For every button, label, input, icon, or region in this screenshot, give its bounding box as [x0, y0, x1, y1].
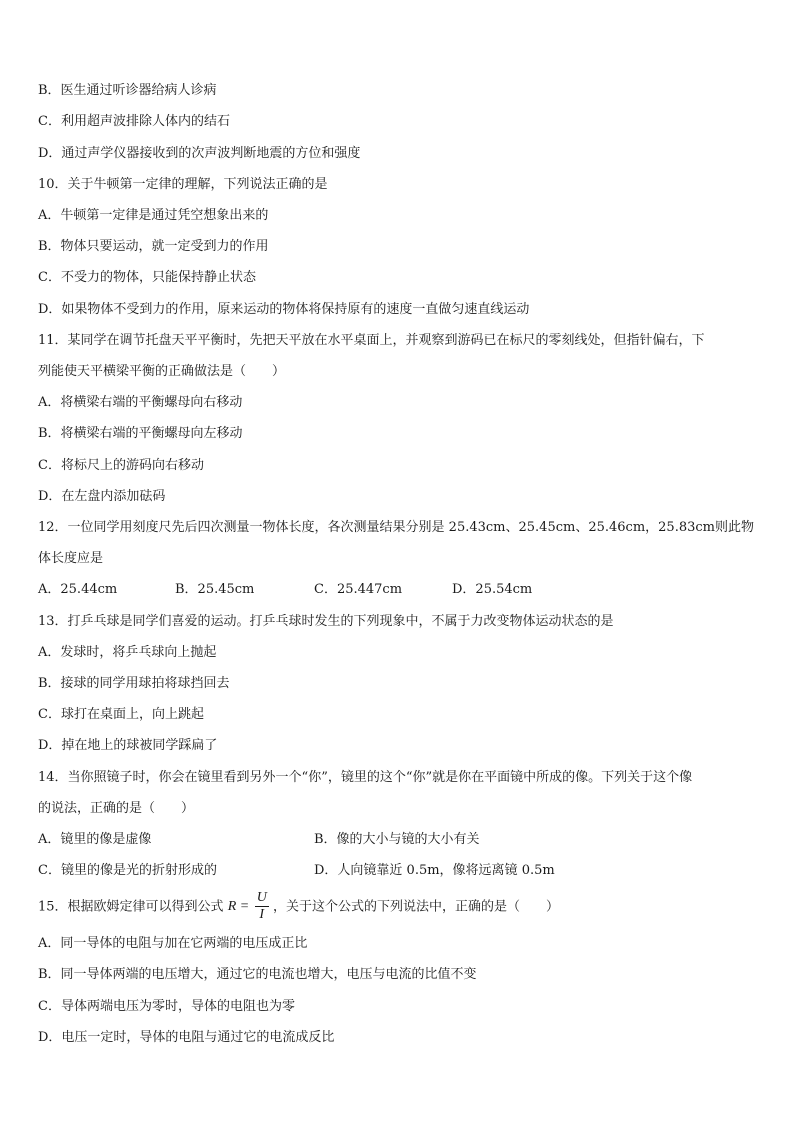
q12-stem-line2: 体长度应是 — [38, 551, 104, 566]
formula-denominator: I — [259, 907, 265, 923]
q13-option-c: C．球打在桌面上，向上跳起 — [38, 707, 204, 722]
q11-option-d: D．在左盘内添加砝码 — [38, 489, 166, 504]
q9-option-b: B．医生通过听诊器给病人诊病 — [38, 83, 217, 98]
q12-option-a: A．25.44cm — [38, 582, 118, 597]
q13-option-a: A．发球时，将乒乓球向上抛起 — [38, 645, 217, 660]
q13-option-b: B．接球的同学用球拍将球挡回去 — [38, 676, 230, 691]
q14-option-c: C．镜里的像是光的折射形成的 — [38, 863, 217, 878]
formula-numerator: U — [256, 890, 267, 906]
q9-option-d: D．通过声学仪器接收到的次声波判断地震的方位和强度 — [38, 146, 361, 161]
q13-option-d: D．掉在地上的球被同学踩扁了 — [38, 738, 218, 753]
q15-option-b: B．同一导体两端的电压增大，通过它的电流也增大，电压与电流的比值不变 — [38, 967, 477, 982]
q9-option-c: C．利用超声波排除人体内的结石 — [38, 114, 230, 129]
q10-option-d: D．如果物体不受到力的作用，原来运动的物体将保持原有的速度一直做匀速直线运动 — [38, 302, 530, 317]
q12-option-c: C．25.447cm — [314, 582, 403, 597]
q13-stem: 13．打乒乓球是同学们喜爱的运动。打乒乓球时发生的下列现象中，不属于力改变物体运动状态的是 — [38, 614, 614, 629]
ohm-formula — [228, 888, 269, 926]
q11-option-c: C．将标尺上的游码向右移动 — [38, 458, 204, 473]
q14-option-a: A．镜里的像是虚像 — [38, 832, 152, 847]
q15-option-c: C．导体两端电压为零时，导体的电阻也为零 — [38, 999, 295, 1014]
q15-option-d: D．电压一定时，导体的电阻与通过它的电流成反比 — [38, 1030, 335, 1045]
q14-option-b: B．像的大小与镜的大小有关 — [314, 832, 480, 847]
q11-option-a: A．将横梁右端的平衡螺母向右移动 — [38, 395, 243, 410]
q10-option-a: A．牛顿第一定律是通过凭空想象出来的 — [38, 208, 269, 223]
q10-stem: 10．关于牛顿第一定律的理解，下列说法正确的是 — [38, 177, 328, 192]
q11-stem-line1: 11．某同学在调节托盘天平平衡时，先把天平放在水平桌面上，并观察到游码已在标尺的零刻线处，但指针偏右，下 — [38, 333, 705, 348]
formula-lhs: R = — [227, 899, 250, 914]
q15-stem-suffix: ，关于这个公式的下列说法中，正确的是（ ） — [272, 899, 559, 915]
q14-stem-line2: 的说法，正确的是（ ） — [38, 801, 195, 816]
q15-stem-prefix: 15．根据欧姆定律可以得到公式 — [38, 899, 224, 915]
q11-stem-line2: 列能使天平横梁平衡的正确做法是（ ） — [38, 364, 286, 379]
q12-option-d: D．25.54cm — [452, 582, 533, 597]
q15-option-a: A．同一导体的电阻与加在它两端的电压成正比 — [38, 936, 308, 951]
q14-option-d: D．人向镜靠近 0.5m，像将远离镜 0.5m — [314, 863, 555, 878]
q10-option-b: B．物体只要运动，就一定受到力的作用 — [38, 239, 269, 254]
formula-fraction — [255, 890, 269, 923]
q10-option-c: C．不受力的物体，只能保持静止状态 — [38, 270, 256, 285]
q12-stem-line1: 12．一位同学用刻度尺先后四次测量一物体长度，各次测量结果分别是 25.43cm、25.45cm、25.46cm，25.83cm则此物 — [38, 520, 754, 535]
q11-option-b: B．将横梁右端的平衡螺母向左移动 — [38, 426, 243, 441]
q12-option-b: B．25.45cm — [175, 582, 255, 597]
q14-stem-line1: 14．当你照镜子时，你会在镜里看到另外一个“你”，镜里的这个“你”就是你在平面镜中所成的像。下列关于这个像 — [38, 770, 693, 785]
q15-stem — [38, 888, 559, 927]
